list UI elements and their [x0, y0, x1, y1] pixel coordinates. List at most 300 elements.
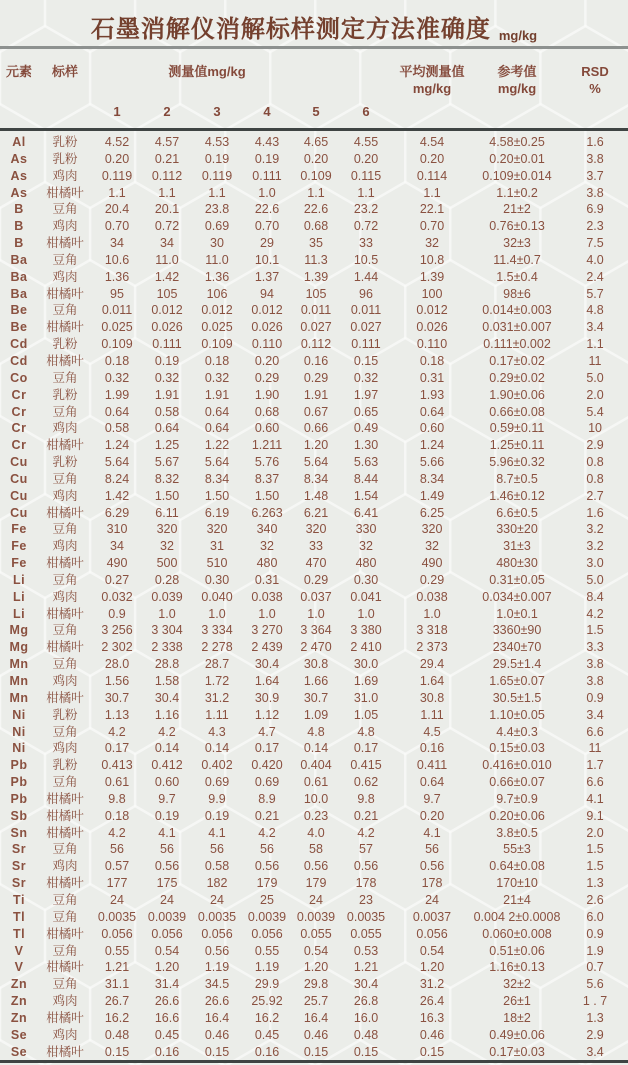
accuracy-data-table	[0, 49, 628, 1063]
rsd-cell: 1.3	[586, 876, 604, 891]
measure-1-cell: 10.6	[104, 252, 130, 267]
element-cell: Pb	[10, 775, 28, 790]
rsd-cell: 5.4	[586, 404, 604, 419]
measure-6-cell: 0.17	[353, 741, 379, 756]
table-row	[0, 252, 628, 269]
reference-cell: 0.20±0.06	[489, 808, 545, 823]
rsd-cell: 10	[588, 421, 602, 436]
measure-6-cell: 1.1	[357, 185, 375, 200]
reference-cell: 5.96±0.32	[489, 455, 545, 470]
sample-cell: 鸡肉	[52, 421, 78, 436]
table-row	[0, 926, 628, 943]
sample-cell: 乳粉	[52, 151, 78, 166]
element-cell: Li	[12, 606, 26, 621]
table-row	[0, 404, 628, 421]
average-cell: 0.114	[416, 168, 448, 183]
measure-1-cell: 34	[110, 539, 124, 554]
measure-3-cell: 4.3	[208, 724, 226, 739]
measure-5-cell: 1.20	[303, 960, 329, 975]
measure-2-cell: 1.50	[154, 488, 180, 503]
average-cell: 22.1	[419, 202, 445, 217]
element-cell: Ba	[10, 286, 28, 301]
measure-1-cell: 1.42	[104, 488, 130, 503]
measure-4-cell: 1.0	[258, 606, 276, 621]
measure-3-cell: 0.64	[204, 404, 230, 419]
measure-4-cell: 0.026	[251, 320, 283, 335]
measure-3-cell: 510	[206, 556, 228, 571]
sample-cell: 鸡肉	[52, 589, 78, 604]
header-reference	[472, 49, 562, 97]
measure-2-cell: 0.64	[154, 421, 180, 436]
element-cell: As	[10, 151, 28, 166]
average-cell: 178	[421, 876, 443, 891]
average-cell: 0.70	[419, 219, 445, 234]
measure-6-cell: 0.111	[351, 337, 381, 352]
measure-2-cell: 2 338	[151, 640, 183, 655]
measure-1-cell: 24	[110, 892, 124, 907]
measure-2-cell: 1.1	[158, 185, 176, 200]
measure-6-cell: 9.8	[357, 791, 375, 806]
measure-1-cell: 34	[110, 236, 124, 251]
measure-5-cell: 0.16	[303, 353, 329, 368]
rsd-cell: 0.9	[586, 926, 604, 941]
table-row	[0, 572, 628, 589]
reference-cell: 21±2	[503, 202, 531, 217]
measure-2-cell: 1.42	[154, 269, 180, 284]
reference-cell: 29.5±1.4	[492, 657, 542, 672]
table-row	[0, 993, 628, 1010]
table-row	[0, 841, 628, 858]
measure-3-cell: 320	[206, 522, 228, 537]
measure-5-cell: 35	[309, 236, 323, 251]
rsd-cell: 6.0	[586, 909, 604, 924]
measure-2-cell: 11.0	[155, 252, 179, 267]
reference-cell: 0.031±0.007	[482, 320, 552, 335]
measure-3-cell: 31	[210, 539, 224, 554]
element-cell: Tl	[12, 909, 26, 924]
measure-1-cell: 30.7	[104, 690, 130, 705]
measure-2-cell: 500	[156, 556, 178, 571]
sample-cell: 乳粉	[52, 387, 78, 402]
measure-2-cell: 0.412	[151, 758, 183, 773]
table-row	[0, 319, 628, 336]
measure-5-cell: 22.6	[303, 202, 329, 217]
table-row	[0, 757, 628, 774]
reference-cell: 0.76±0.13	[489, 219, 545, 234]
table-row	[0, 168, 628, 185]
table-row	[0, 505, 628, 522]
reference-cell: 0.64±0.08	[489, 859, 545, 874]
measure-4-cell: 6.263	[251, 505, 283, 520]
measure-2-cell: 1.16	[154, 707, 180, 722]
rsd-cell: 4.0	[586, 252, 604, 267]
measure-1-cell: 0.18	[104, 808, 130, 823]
average-cell: 1.1	[423, 185, 441, 200]
measure-6-cell: 0.32	[353, 370, 379, 385]
average-cell: 0.29	[419, 572, 445, 587]
measure-5-cell: 0.0039	[296, 909, 336, 924]
measure-4-cell: 2 439	[251, 640, 283, 655]
reference-cell: 32±2	[503, 977, 531, 992]
measure-1-cell: 0.70	[104, 219, 130, 234]
rsd-cell: 2.9	[586, 438, 604, 453]
measure-1-cell: 1.21	[104, 960, 130, 975]
measure-5-cell: 1.39	[303, 269, 329, 284]
measure-4-cell: 179	[256, 876, 278, 891]
table-row	[0, 740, 628, 757]
measure-2-cell: 31.4	[154, 977, 180, 992]
measure-5-cell: 0.011	[300, 303, 332, 318]
measure-1-cell: 4.2	[108, 825, 126, 840]
average-cell: 0.15	[419, 1044, 445, 1059]
measure-6-cell: 0.72	[353, 219, 379, 234]
measure-3-cell: 5.64	[204, 455, 230, 470]
measure-4-cell: 29.9	[254, 977, 280, 992]
measure-1-cell: 0.032	[101, 589, 133, 604]
sample-cell: 豆角	[52, 892, 78, 907]
measure-3-cell: 1.0	[208, 606, 226, 621]
measure-1-cell: 0.58	[104, 421, 130, 436]
measure-6-cell: 0.21	[353, 808, 379, 823]
table-row	[0, 130, 628, 151]
measure-2-cell: 8.32	[154, 471, 180, 486]
sample-cell: 柑橘叶	[46, 791, 84, 806]
measure-col-4: 4	[263, 104, 271, 119]
rsd-cell: 3.4	[586, 1044, 604, 1059]
measure-col-1: 1	[113, 104, 121, 119]
measure-5-cell: 0.109	[300, 168, 332, 183]
sample-cell: 豆角	[52, 909, 78, 924]
measure-2-cell: 4.1	[158, 825, 176, 840]
sample-cell: 鸡肉	[52, 168, 78, 183]
measure-1-cell: 0.011	[101, 303, 133, 318]
table-row	[0, 875, 628, 892]
measure-2-cell: 0.026	[151, 320, 183, 335]
measure-5-cell: 58	[309, 842, 323, 857]
measure-5-cell: 0.14	[303, 741, 329, 756]
measure-1-cell: 0.55	[104, 943, 130, 958]
measure-6-cell: 30.4	[353, 977, 379, 992]
table-row	[0, 538, 628, 555]
measure-3-cell: 1.91	[204, 387, 230, 402]
measure-6-cell: 4.2	[357, 825, 375, 840]
measure-3-cell: 106	[206, 286, 228, 301]
reference-cell: 0.004 2±0.0008	[473, 909, 561, 924]
element-cell: Ni	[12, 707, 26, 722]
measure-4-cell: 0.17	[254, 741, 280, 756]
header-rsd-unit: %	[589, 81, 601, 96]
table-row	[0, 269, 628, 286]
measure-3-cell: 28.7	[204, 657, 230, 672]
sample-cell: 柑橘叶	[46, 640, 84, 655]
measure-4-cell: 8.37	[254, 471, 280, 486]
element-cell: Cu	[10, 488, 28, 503]
measure-5-cell: 3 364	[300, 623, 332, 638]
measure-col-6: 6	[362, 104, 370, 119]
measure-2-cell: 0.14	[154, 741, 180, 756]
measure-6-cell: 23	[359, 892, 373, 907]
average-cell: 6.25	[419, 505, 445, 520]
measure-1-cell: 0.413	[101, 758, 133, 773]
reference-cell: 0.31±0.05	[489, 572, 545, 587]
measure-1-cell: 0.18	[104, 353, 130, 368]
table-row	[0, 707, 628, 724]
measure-3-cell: 0.15	[204, 1044, 230, 1059]
measure-4-cell: 0.16	[254, 1044, 280, 1059]
measure-3-cell: 3 334	[201, 623, 233, 638]
table-row	[0, 555, 628, 572]
element-cell: Li	[12, 589, 26, 604]
sample-cell: 豆角	[52, 977, 78, 992]
measure-3-cell: 6.19	[204, 505, 230, 520]
measure-5-cell: 2 470	[300, 640, 332, 655]
reference-cell: 0.49±0.06	[489, 1027, 545, 1042]
reference-cell: 1.25±0.11	[489, 438, 545, 453]
rsd-cell: 2.0	[586, 825, 604, 840]
measure-4-cell: 4.43	[254, 135, 280, 149]
average-cell: 0.56	[419, 859, 445, 874]
measure-2-cell: 16.6	[154, 1010, 180, 1025]
measure-1-cell: 0.17	[104, 741, 130, 756]
sample-cell: 鸡肉	[52, 539, 78, 554]
measure-4-cell: 1.0	[258, 185, 276, 200]
measure-1-cell: 1.13	[104, 707, 130, 722]
sample-cell: 柑橘叶	[46, 825, 84, 840]
measure-4-cell: 10.1	[254, 252, 280, 267]
measure-5-cell: 0.112	[300, 337, 332, 352]
table-row	[0, 673, 628, 690]
sample-cell: 柑橘叶	[46, 505, 84, 520]
measure-2-cell: 0.58	[154, 404, 180, 419]
element-cell: Be	[10, 320, 28, 335]
rsd-cell: 3.8	[586, 674, 604, 688]
rsd-cell: 2.7	[586, 488, 604, 503]
measure-6-cell: 23.2	[353, 202, 379, 217]
measure-2-cell: 0.19	[154, 808, 180, 823]
measure-6-cell: 0.15	[353, 353, 379, 368]
measure-1-cell: 0.64	[104, 404, 130, 419]
measure-5-cell: 0.29	[303, 370, 329, 385]
measure-2-cell: 0.111	[152, 337, 182, 352]
header-reference-unit: mg/kg	[497, 81, 537, 96]
measure-2-cell: 1.91	[154, 387, 180, 402]
reference-cell: 0.66±0.08	[489, 404, 545, 419]
measure-4-cell: 1.19	[254, 960, 280, 975]
measure-3-cell: 31.2	[204, 690, 230, 705]
measure-2-cell: 34	[160, 236, 174, 251]
sample-cell: 柑橘叶	[46, 1010, 84, 1025]
measure-1-cell: 0.27	[104, 572, 130, 587]
average-cell: 4.5	[423, 724, 441, 739]
measure-6-cell: 0.30	[353, 572, 379, 587]
element-cell: Fe	[11, 556, 27, 571]
measure-5-cell: 4.65	[303, 135, 329, 149]
element-cell: Mn	[9, 690, 29, 705]
measure-3-cell: 1.22	[204, 438, 230, 453]
table-row	[0, 151, 628, 168]
measure-4-cell: 32	[260, 539, 274, 554]
measure-6-cell: 16.0	[353, 1010, 379, 1025]
sample-cell: 豆角	[52, 252, 78, 267]
table-row	[0, 185, 628, 202]
measure-2-cell: 20.1	[154, 202, 180, 217]
measure-3-cell: 34.5	[204, 977, 230, 992]
rsd-cell: 0.8	[586, 455, 604, 470]
measure-3-cell: 56	[210, 842, 224, 857]
measure-3-cell: 0.025	[201, 320, 233, 335]
measure-6-cell: 96	[359, 286, 373, 301]
rsd-cell: 6.6	[586, 775, 604, 790]
measure-1-cell: 0.109	[101, 337, 133, 352]
measure-3-cell: 1.50	[204, 488, 230, 503]
table-row	[0, 471, 628, 488]
page-title: 石墨消解仪消解标样测定方法准确度	[90, 15, 491, 43]
measure-1-cell: 177	[106, 876, 128, 891]
measure-3-cell: 1.19	[204, 960, 230, 975]
rsd-cell: 4.2	[586, 606, 604, 621]
measure-5-cell: 1.09	[303, 707, 329, 722]
measure-4-cell: 0.110	[251, 337, 283, 352]
measure-5-cell: 0.404	[300, 758, 332, 773]
average-cell: 0.60	[419, 421, 445, 436]
header-sample: 标样	[51, 64, 78, 79]
sample-cell: 鸡肉	[52, 741, 78, 756]
reference-cell: 1.5±0.4	[496, 269, 538, 284]
sample-cell: 柑橘叶	[46, 353, 84, 368]
table-row	[0, 1010, 628, 1027]
element-cell: Sr	[11, 859, 27, 874]
measure-5-cell: 30.8	[303, 657, 329, 672]
rsd-cell: 3.2	[586, 539, 604, 554]
measure-1-cell: 20.4	[104, 202, 130, 217]
average-cell: 320	[421, 522, 443, 537]
table-row	[0, 420, 628, 437]
sample-cell: 鸡肉	[52, 859, 78, 874]
sample-cell: 乳粉	[52, 758, 78, 773]
average-cell: 0.54	[419, 943, 445, 958]
measure-6-cell: 32	[359, 539, 373, 554]
average-cell: 9.7	[423, 791, 441, 806]
average-cell: 1.39	[419, 269, 445, 284]
measure-5-cell: 0.055	[300, 926, 332, 941]
average-cell: 0.026	[416, 320, 448, 335]
rsd-cell: 5.0	[586, 370, 604, 385]
element-cell: Cu	[10, 505, 28, 520]
measure-6-cell: 0.0035	[346, 909, 386, 924]
measure-2-cell: 0.0039	[147, 909, 187, 924]
measure-2-cell: 1.25	[154, 438, 180, 453]
element-cell: Ti	[13, 892, 25, 907]
element-cell: Pb	[10, 758, 28, 773]
measure-3-cell: 0.56	[204, 943, 230, 958]
rsd-cell: 11	[588, 741, 602, 756]
table-row	[0, 302, 628, 319]
measure-1-cell: 0.61	[104, 775, 130, 790]
measure-4-cell: 0.60	[254, 421, 280, 436]
measure-4-cell: 3 270	[251, 623, 283, 638]
header-rsd-label: RSD	[581, 64, 609, 79]
measure-1-cell: 1.1	[108, 185, 126, 200]
measure-4-cell: 29	[260, 236, 274, 251]
measure-4-cell: 0.111	[252, 168, 282, 183]
measure-2-cell: 4.2	[158, 724, 176, 739]
reference-cell: 55±3	[503, 842, 531, 857]
element-cell: Se	[10, 1027, 28, 1042]
measure-4-cell: 1.12	[254, 707, 280, 722]
measure-3-cell: 0.0035	[197, 909, 237, 924]
average-cell: 0.18	[419, 353, 445, 368]
page-title-row	[0, 0, 628, 46]
reference-cell: 0.014±0.003	[482, 303, 552, 318]
sample-cell: 柑橘叶	[46, 438, 84, 453]
average-cell: 32	[425, 539, 439, 554]
measure-6-cell: 0.115	[350, 168, 382, 183]
measure-5-cell: 29.8	[303, 977, 329, 992]
measure-6-cell: 1.30	[353, 438, 379, 453]
rsd-cell: 3.2	[586, 522, 604, 537]
element-cell: Zn	[10, 1010, 28, 1025]
measure-2-cell: 30.4	[154, 690, 180, 705]
rsd-cell: 8.4	[586, 589, 604, 604]
measure-3-cell: 0.109	[201, 337, 233, 352]
rsd-cell: 1.9	[586, 943, 604, 958]
reference-cell: 1.0±0.1	[496, 606, 538, 621]
measure-2-cell: 0.28	[154, 572, 180, 587]
sample-cell: 柑橘叶	[46, 236, 84, 251]
table-row	[0, 622, 628, 639]
reference-cell: 0.034±0.007	[482, 589, 552, 604]
measure-4-cell: 0.56	[254, 859, 280, 874]
measure-5-cell: 1.1	[307, 185, 325, 200]
measure-4-cell: 25	[260, 892, 274, 907]
average-cell: 0.110	[416, 337, 448, 352]
element-cell: Mn	[9, 674, 29, 688]
measure-1-cell: 1.24	[104, 438, 130, 453]
sample-cell: 鸡肉	[52, 488, 78, 503]
element-cell: Be	[10, 303, 28, 318]
measure-3-cell: 24	[210, 892, 224, 907]
average-cell: 5.66	[419, 455, 445, 470]
average-cell: 16.3	[419, 1010, 445, 1025]
measure-4-cell: 0.70	[254, 219, 280, 234]
measure-4-cell: 0.31	[254, 572, 280, 587]
measure-3-cell: 11.0	[205, 252, 229, 267]
element-cell: Sb	[10, 808, 28, 823]
measure-5-cell: 0.61	[303, 775, 329, 790]
reference-cell: 0.17±0.02	[489, 353, 545, 368]
measure-2-cell: 4.57	[154, 135, 180, 149]
page-title-unit: mg/kg	[498, 28, 538, 43]
measure-1-cell: 9.8	[108, 791, 126, 806]
rsd-cell: 5.6	[586, 977, 604, 992]
table-row	[0, 690, 628, 707]
measure-2-cell: 0.16	[154, 1044, 180, 1059]
rsd-cell: 4.8	[586, 303, 604, 318]
measure-6-cell: 8.44	[353, 471, 379, 486]
measure-1-cell: 0.025	[101, 320, 133, 335]
measure-2-cell: 1.20	[154, 960, 180, 975]
measure-1-cell: 6.29	[104, 505, 130, 520]
measure-5-cell: 1.48	[303, 488, 329, 503]
measure-4-cell: 0.55	[254, 943, 280, 958]
table-row	[0, 892, 628, 909]
measure-5-cell: 4.8	[307, 724, 325, 739]
measure-col-2: 2	[163, 104, 171, 119]
element-cell: Sn	[10, 825, 28, 840]
measure-5-cell: 0.15	[303, 1044, 329, 1059]
reference-cell: 11.4±0.7	[493, 252, 541, 267]
measure-col-3: 3	[213, 104, 221, 119]
